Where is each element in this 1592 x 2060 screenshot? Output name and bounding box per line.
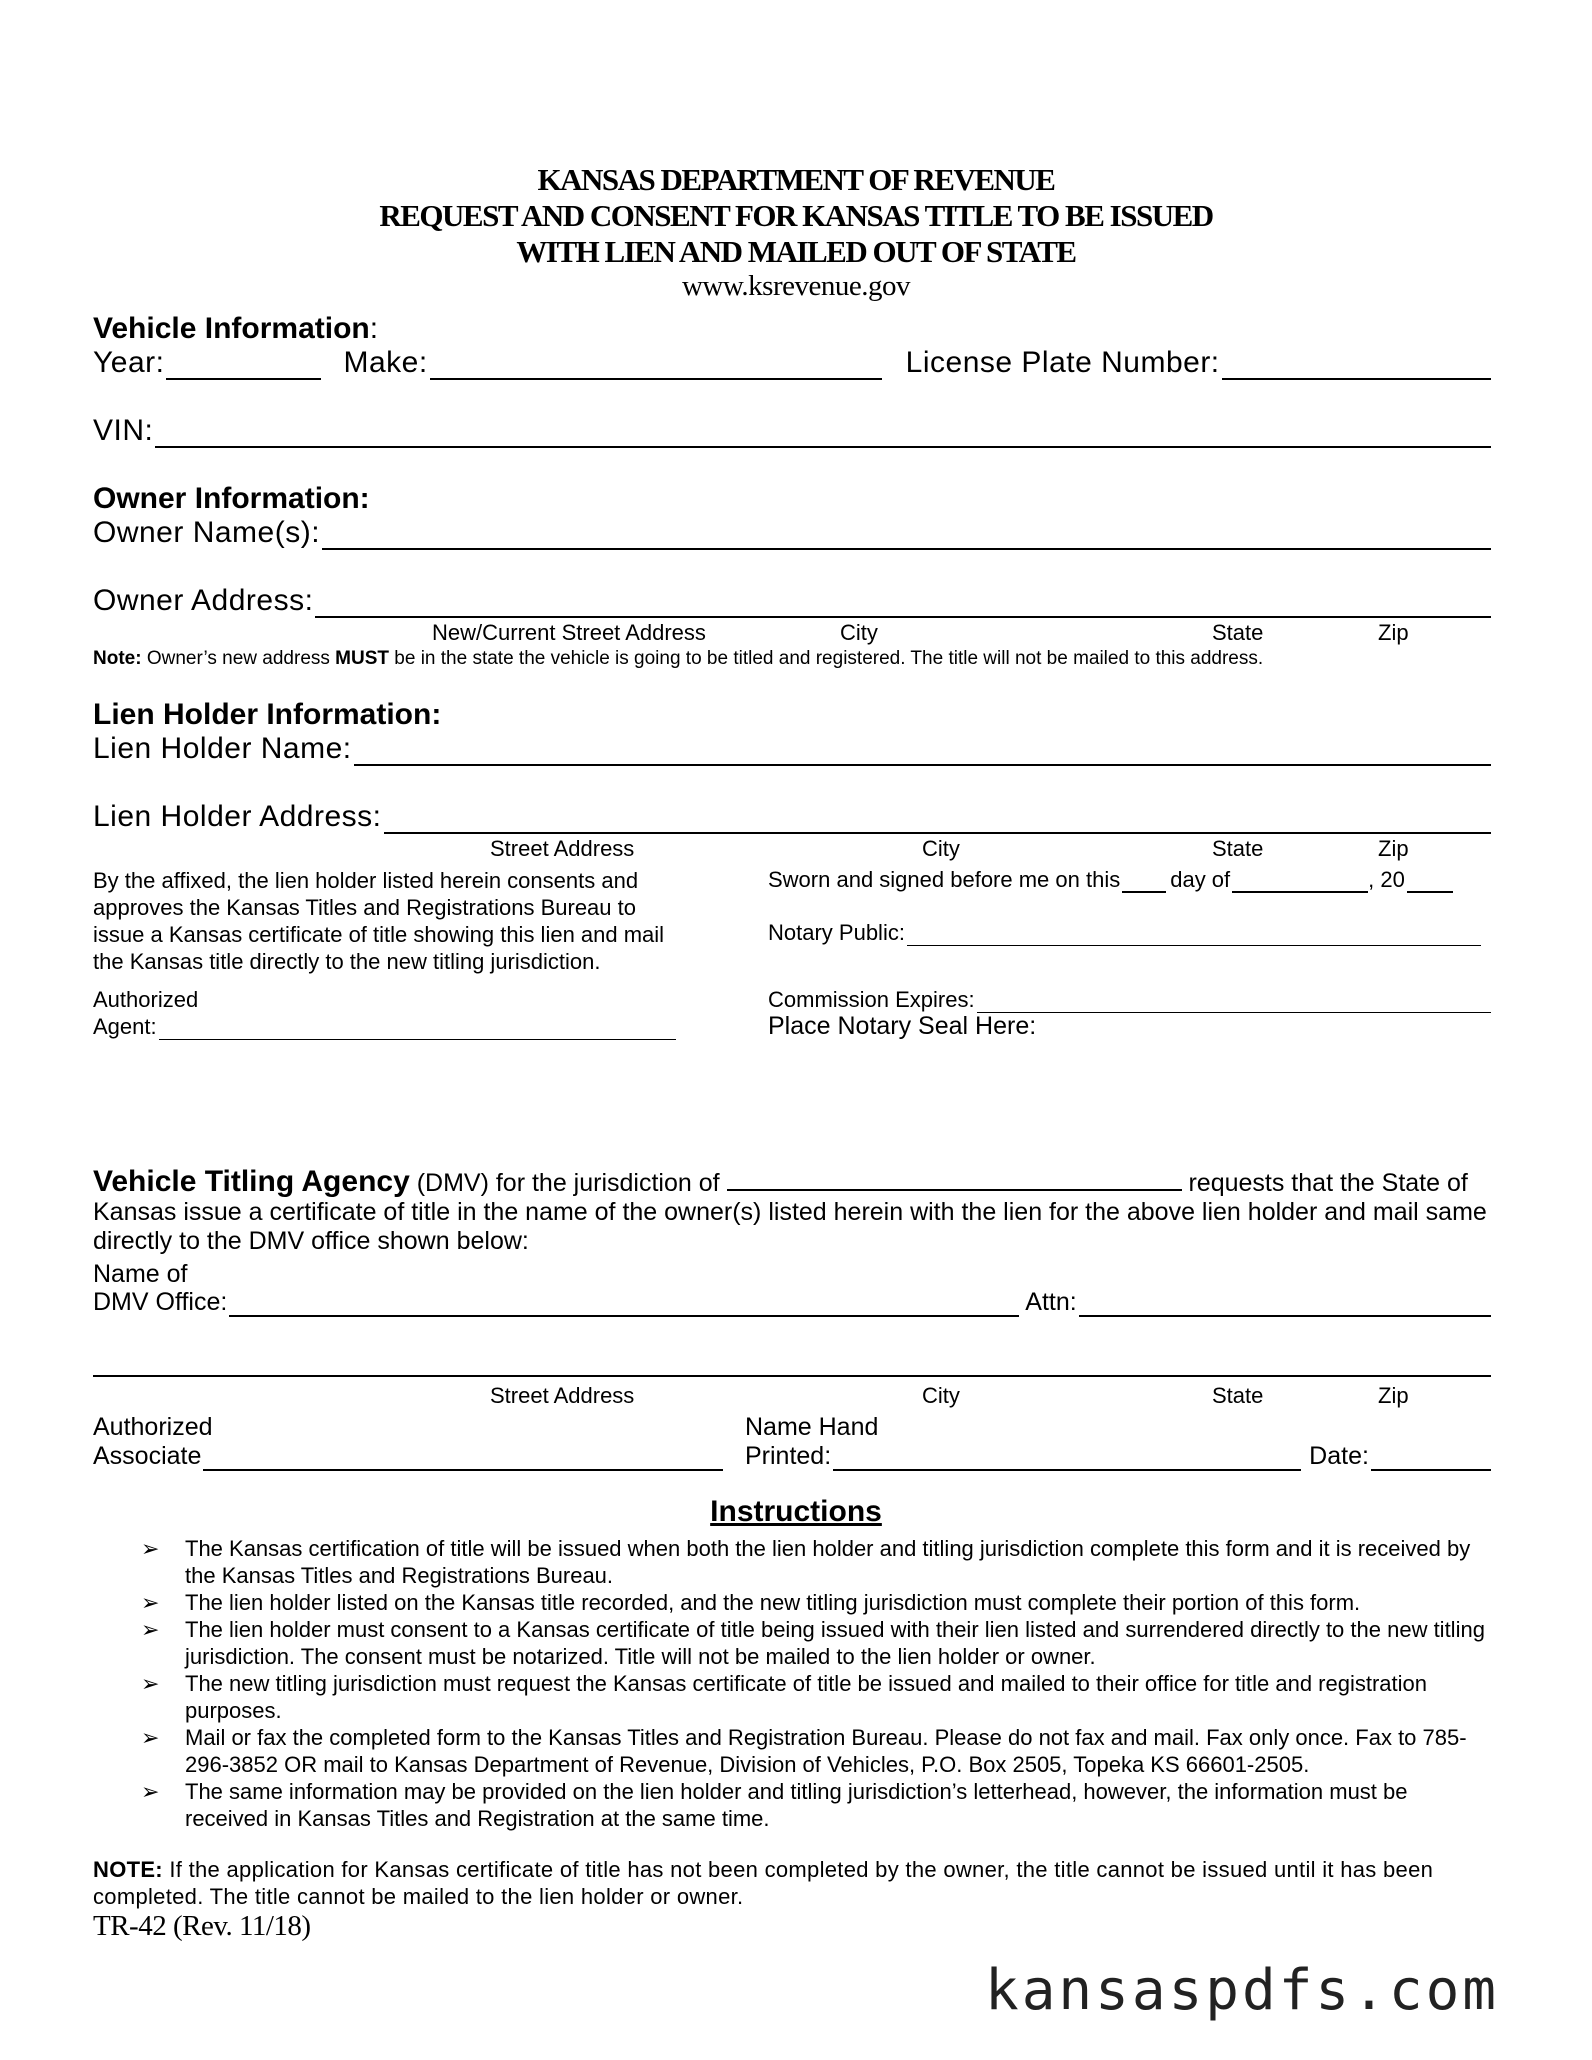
vehicle-heading-text: Vehicle Information — [93, 312, 370, 345]
lien-address-label: Lien Holder Address: — [93, 800, 382, 833]
vehicle-heading-suffix: : — [369, 312, 379, 345]
dmv-label-1: Name of — [93, 1260, 188, 1288]
owner-note-bold: Note: — [93, 648, 142, 669]
owner-name-row — [93, 516, 1491, 550]
sworn-row — [768, 867, 1491, 893]
vin-field[interactable] — [155, 416, 1491, 448]
dmv-office-field[interactable] — [229, 1291, 1019, 1317]
owner-note-must: MUST — [335, 648, 389, 669]
dmv-street-sublabel: Street Address — [490, 1383, 635, 1408]
license-plate-label: License Plate Number: — [905, 346, 1220, 379]
arrow-bullet-icon: ➢ — [141, 1779, 160, 1804]
name-printed-label-2: Printed: — [745, 1442, 832, 1470]
name-printed-row — [745, 1442, 1491, 1471]
sworn-label: Sworn and signed before me on this — [768, 867, 1121, 892]
titling-heading: Vehicle Titling Agency — [93, 1165, 410, 1198]
vin-label: VIN: — [93, 414, 154, 447]
dmv-office-row — [93, 1288, 1491, 1317]
date-field[interactable] — [1371, 1445, 1491, 1471]
notary-seal-label: Place Notary Seal Here: — [768, 1012, 1037, 1040]
header-line-3: WITH LIEN AND MAILED OUT OF STATE — [516, 234, 1076, 269]
form-revision: TR-42 (Rev. 11/18) — [93, 1910, 311, 1942]
dmv-office-label: DMV Office: — [93, 1288, 228, 1316]
attn-label: Attn: — [1025, 1288, 1077, 1316]
owner-address-row — [93, 584, 1491, 618]
lien-address-field[interactable] — [384, 802, 1492, 834]
associate-label-2: Associate — [93, 1442, 202, 1470]
lien-state-sublabel: State — [1212, 836, 1264, 861]
instruction-item — [93, 1778, 1493, 1832]
day-of-label: day of — [1170, 867, 1231, 892]
dmv-address-field[interactable] — [93, 1375, 1491, 1377]
instruction-text: The Kansas certification of title will be issued when both the lien holder and titling jurisdiction complete this form and it is received by the Kansas Titles and Registrations Bureau. — [185, 1536, 1471, 1588]
sworn-year-field[interactable] — [1407, 869, 1453, 893]
vehicle-row-1 — [93, 346, 1491, 380]
footer-note-text: If the application for Kansas certificate of title has not been completed by the owner, the title cannot be issued until it has been completed. The title cannot be mailed to the lien holder or owner. — [93, 1857, 1434, 1909]
owner-note-text-2: be in the state the vehicle is going to be titled and registered. The title will not be mailed to this address. — [389, 648, 1264, 669]
make-field[interactable] — [430, 348, 882, 380]
lien-name-row — [93, 732, 1491, 766]
authorized-agent-field[interactable] — [159, 1017, 676, 1040]
instruction-item — [93, 1616, 1493, 1670]
owner-street-sublabel: New/Current Street Address — [432, 620, 706, 645]
titling-text-1: (DMV) for the jurisdiction of — [409, 1169, 727, 1197]
owner-zip-sublabel: Zip — [1378, 620, 1409, 645]
sworn-day-field[interactable] — [1122, 869, 1166, 893]
instruction-text: The same information may be provided on the lien holder and titling jurisdiction’s letterhead, however, the information must be received in Kansas Titles and Registration at the same time. — [185, 1779, 1408, 1831]
instruction-text: The new titling jurisdiction must request the Kansas certificate of title be issued and mailed to their office for title and registration purposes. — [185, 1671, 1428, 1723]
titling-text-2: requests that the State of Kansas issue a certificate of title in the name of the owner(s) listed herein with the lien for the above lien holder and mail same directly to the DMV office shown below: — [93, 1169, 1487, 1255]
license-plate-field[interactable] — [1222, 348, 1491, 380]
name-printed-field[interactable] — [833, 1445, 1301, 1471]
lien-name-label: Lien Holder Name: — [93, 732, 352, 765]
commission-row — [768, 987, 1491, 1013]
year-prefix-label: , 20 — [1368, 867, 1405, 892]
owner-section-heading: Owner Information: — [93, 482, 370, 515]
lien-address-row — [93, 800, 1491, 834]
owner-name-label: Owner Name(s): — [93, 516, 321, 549]
agent-row — [93, 1014, 676, 1040]
make-label: Make: — [343, 346, 428, 379]
agent-label-1: Authorized — [93, 987, 199, 1012]
instruction-item — [93, 1724, 1493, 1778]
commission-expires-label: Commission Expires: — [768, 987, 975, 1012]
header-line-1: KANSAS DEPARTMENT OF REVENUE — [537, 162, 1055, 197]
header-url: www.ksrevenue.gov — [681, 270, 910, 302]
lien-zip-sublabel: Zip — [1378, 836, 1409, 861]
lien-name-field[interactable] — [354, 734, 1491, 766]
date-label: Date: — [1309, 1442, 1369, 1470]
jurisdiction-field[interactable] — [727, 1167, 1182, 1191]
footer-note-bold: NOTE: — [93, 1857, 163, 1882]
notary-public-field[interactable] — [907, 923, 1481, 946]
year-label: Year: — [93, 346, 165, 379]
lien-city-sublabel: City — [922, 836, 960, 861]
owner-city-sublabel: City — [840, 620, 878, 645]
attn-field[interactable] — [1079, 1291, 1491, 1317]
instruction-text: The lien holder must consent to a Kansas certificate of title being issued with their lien listed and surrendered directly to the new titling jurisdiction. The consent must be notarized. Title will not be mailed to the lien holder or owner. — [185, 1617, 1485, 1669]
arrow-bullet-icon: ➢ — [141, 1590, 160, 1615]
arrow-bullet-icon: ➢ — [141, 1725, 160, 1750]
arrow-bullet-icon: ➢ — [141, 1671, 160, 1696]
sworn-month-field[interactable] — [1232, 869, 1368, 893]
watermark-text: kansaspdfs.com — [985, 1958, 1500, 2023]
lien-section-heading: Lien Holder Information: — [93, 698, 442, 731]
vehicle-row-2 — [93, 414, 1491, 448]
owner-name-field[interactable] — [322, 518, 1491, 550]
arrow-bullet-icon: ➢ — [141, 1536, 160, 1561]
owner-address-field[interactable] — [315, 586, 1491, 618]
instruction-text: Mail or fax the completed form to the Kansas Titles and Registration Bureau. Please do not fax and mail. Fax only once. Fax to 785-296-3852 OR mail to Kansas Department of Revenue, Division of Vehicles, P.O. Box 2505, Topeka KS 66601-2505. — [185, 1725, 1467, 1777]
notary-public-label: Notary Public: — [768, 920, 905, 945]
instruction-item — [93, 1589, 1493, 1616]
header-line-2: REQUEST AND CONSENT FOR KANSAS TITLE TO BE ISSUED — [379, 198, 1213, 233]
dmv-state-sublabel: State — [1212, 1383, 1264, 1408]
titling-agency-paragraph — [93, 1167, 1493, 1256]
owner-address-label: Owner Address: — [93, 584, 314, 617]
owner-state-sublabel: State — [1212, 620, 1264, 645]
instruction-item — [93, 1670, 1493, 1724]
year-field[interactable] — [166, 348, 321, 380]
instructions-heading: Instructions — [710, 1495, 882, 1528]
owner-note-text-1: Owner’s new address — [141, 648, 336, 669]
vehicle-section-heading — [93, 312, 378, 346]
associate-row — [93, 1442, 723, 1471]
commission-expires-field[interactable] — [977, 990, 1491, 1013]
owner-address-note — [93, 648, 1263, 670]
name-printed-label-1: Name Hand — [745, 1413, 879, 1441]
lien-street-sublabel: Street Address — [490, 836, 635, 861]
arrow-bullet-icon: ➢ — [141, 1617, 160, 1642]
lien-consent-text: By the affixed, the lien holder listed herein consents and approves the Kansas Titles and Registrations Bureau to issue a Kansas certificate of title showing this lien and mail the Kansas title directly to the new titling jurisdiction. — [93, 868, 665, 974]
dmv-zip-sublabel: Zip — [1378, 1383, 1409, 1408]
instruction-text: The lien holder listed on the Kansas title recorded, and the new titling jurisdiction must complete their portion of this form. — [185, 1590, 1361, 1615]
agent-label-2: Agent: — [93, 1014, 157, 1039]
instruction-item — [93, 1535, 1493, 1589]
instructions-list — [93, 1535, 1493, 1832]
associate-label-1: Authorized — [93, 1413, 213, 1441]
notary-row — [768, 920, 1481, 946]
dmv-city-sublabel: City — [922, 1383, 960, 1408]
footer-note — [93, 1856, 1493, 1910]
authorized-associate-field[interactable] — [203, 1445, 723, 1471]
